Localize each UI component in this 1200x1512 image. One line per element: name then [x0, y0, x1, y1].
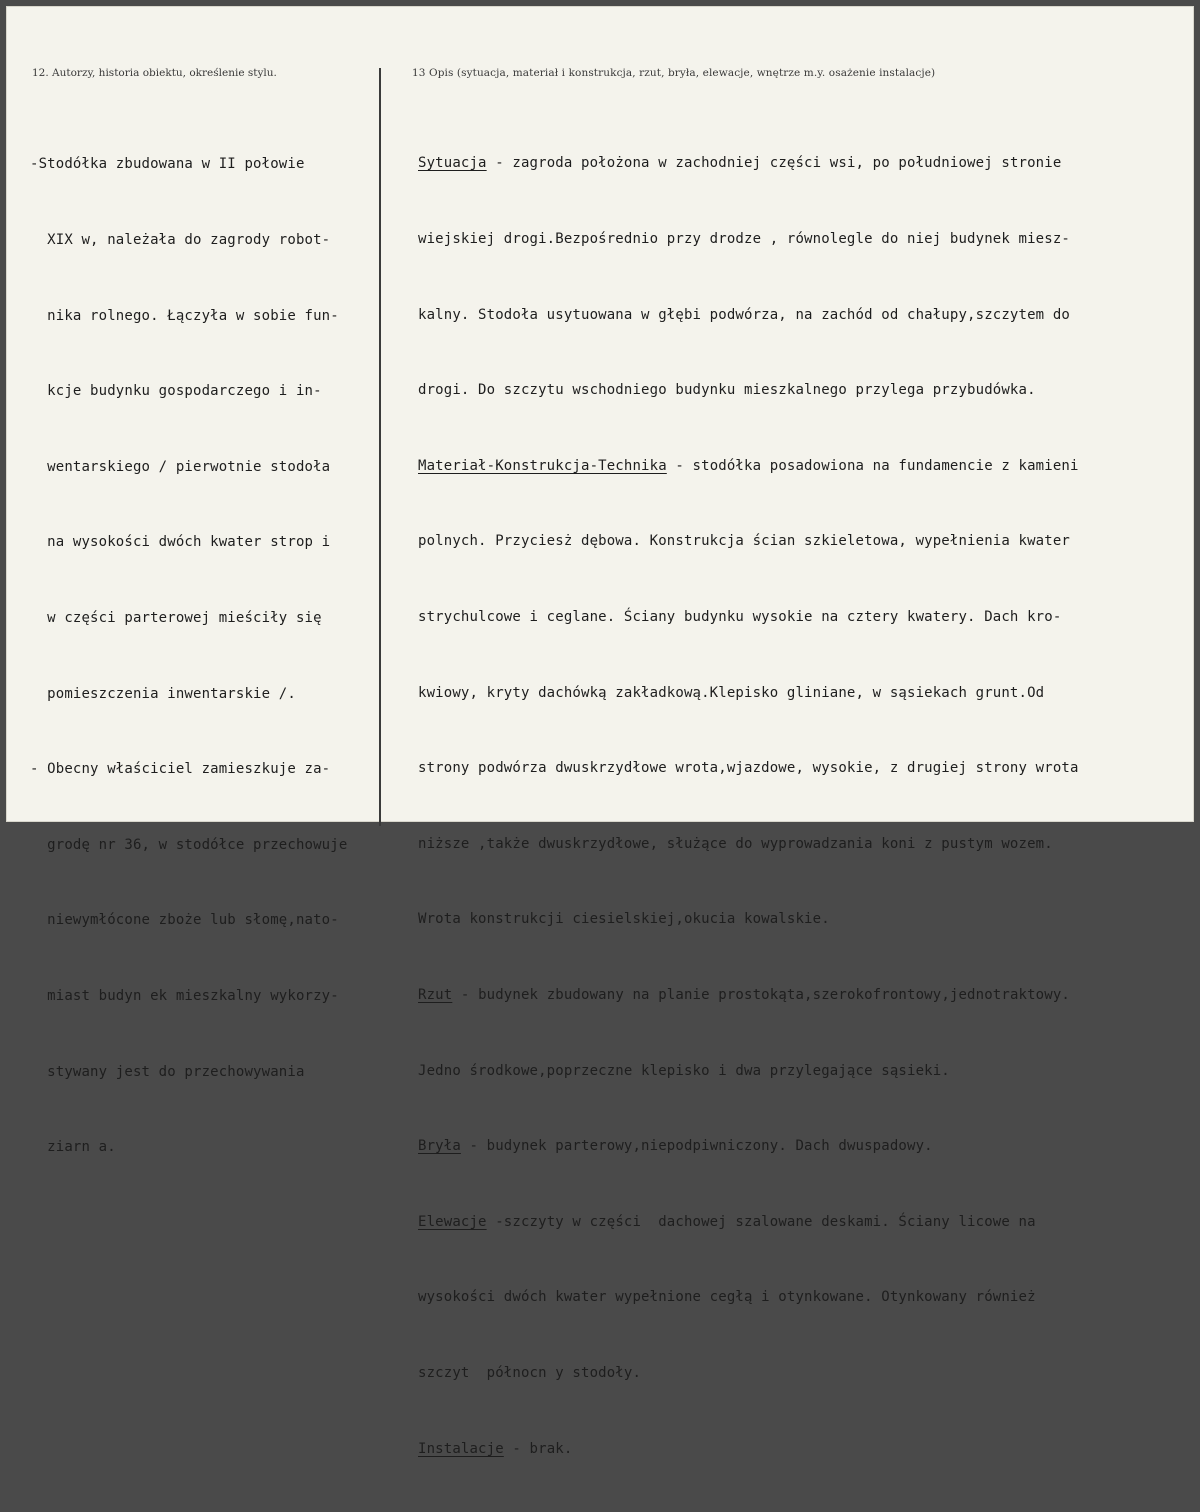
line-text: polnych. Przyciesż dębowa. Konstrukcja ścian szkieletowa, wypełnienia kwater — [418, 533, 1070, 550]
section-label: Sytuacja — [418, 155, 487, 172]
description-line — [418, 1361, 1079, 1386]
description-line — [418, 832, 1079, 857]
line-text: drogi. Do szczytu wschodniego budynku mieszkalnego przylega przybudówka. — [418, 382, 1036, 399]
line-text: - budynek zbudowany na planie prostokąta,szerokofrontowy,jednotraktowy. — [452, 986, 1070, 1003]
history-text — [30, 102, 347, 1211]
section-label: Instalacje — [418, 1440, 504, 1457]
description-line — [418, 756, 1079, 781]
description-line — [418, 1134, 1079, 1159]
history-line: XIX w, należała do zagrody robot- — [30, 232, 331, 248]
history-line: w części parterowej mieściły się — [30, 609, 322, 626]
line-text: wiejskiej drogi.Bezpośrednio przy drodze , równolegle do niej budynek miesz- — [418, 231, 1070, 247]
history-line: pomieszczenia inwentarskie /. — [30, 685, 296, 702]
history-line: -Stodółka zbudowana w II połowie — [30, 156, 305, 173]
history-line: na wysokości dwóch kwater strop i — [30, 534, 331, 551]
description-line — [418, 1285, 1079, 1310]
line-text: Wrota konstrukcji ciesielskiej,okucia kowalskie. — [418, 911, 830, 928]
history-line: ziarn a. — [30, 1139, 116, 1156]
line-text: -szczyty w części dachowej szalowane deskami. Ściany licowe na — [486, 1213, 1036, 1230]
description-line — [418, 378, 1079, 403]
section-label: Elewacje — [418, 1213, 487, 1230]
description-line — [418, 605, 1079, 630]
history-line: miast budyn ek mieszkalny wykorzy- — [30, 987, 339, 1004]
description-line — [418, 907, 1079, 932]
description-line — [418, 151, 1079, 176]
history-line: grodę nr 36, w stodółce przechowuje — [30, 836, 348, 853]
history-line: niewymłócone zboże lub słomę,nato- — [30, 912, 339, 929]
section-label: Materiał-Konstrukcja-Technika — [418, 457, 667, 474]
description-line — [418, 1059, 1079, 1084]
section-13-header: 13 Opis (sytuacja, materiał i konstrukcja, rzut, bryła, elewacje, wnętrze m.y. osażenie instalacje) — [412, 67, 936, 79]
line-text: wysokości dwóch kwater wypełnione cegłą i otynkowane. Otynkowany również — [418, 1289, 1036, 1306]
description-line — [418, 303, 1079, 328]
history-line: kcje budynku gospodarczego i in- — [30, 383, 322, 400]
inventory-card — [6, 6, 1194, 1457]
line-text: kwiowy, kryty dachówką zakładkową.Klepisko gliniane, w sąsiekach grunt.Od — [418, 684, 1045, 701]
section-label: Bryła — [418, 1138, 461, 1155]
line-text: Jedno środkowe,poprzeczne klepisko i dwa przylegające sąsieki. — [418, 1062, 950, 1079]
section-label: Rzut — [418, 986, 453, 1003]
history-line: nika rolnego. Łączyła w sobie fun- — [30, 307, 339, 324]
history-line: stywany jest do przechowywania — [30, 1063, 305, 1080]
line-text: strychulcowe i ceglane. Ściany budynku wysokie na cztery kwatery. Dach kro- — [418, 608, 1062, 625]
line-text: - stodółka posadowiona na fundamencie z kamieni — [666, 457, 1079, 474]
description-line — [418, 529, 1079, 554]
line-text: szczyt północn y stodoły. — [418, 1364, 642, 1381]
line-text: kalny. Stodoła usytuowana w głębi podwórza, na zachód od chałupy,szczytem do — [418, 306, 1070, 323]
description-line — [418, 1437, 1079, 1462]
line-text: - zagroda położona w zachodniej części wsi, po południowej stronie — [486, 155, 1062, 172]
description-line — [418, 1210, 1079, 1235]
line-text: - budynek parterowy,niepodpiwniczony. Dach dwuspadowy. — [460, 1138, 933, 1155]
description-line — [418, 681, 1079, 706]
line-text: strony podwórza dwuskrzydłowe wrota,wjazdowe, wysokie, z drugiej strony wrota — [418, 760, 1079, 777]
description-line — [418, 227, 1079, 252]
line-text: niższe ,także dwuskrzydłowe, służące do wyprowadzania koni z pustym wozem. — [418, 835, 1053, 852]
description-line — [418, 454, 1079, 479]
description-text — [418, 101, 1079, 1512]
line-text: - brak. — [503, 1440, 573, 1457]
section-12-header: 12. Autorzy, historia obiektu, określenie stylu. — [32, 67, 277, 79]
history-line: wentarskiego / pierwotnie stodoła — [30, 458, 331, 475]
column-divider — [379, 68, 381, 826]
description-line — [418, 983, 1079, 1008]
history-line: - Obecny właściciel zamieszkuje za- — [30, 761, 331, 778]
